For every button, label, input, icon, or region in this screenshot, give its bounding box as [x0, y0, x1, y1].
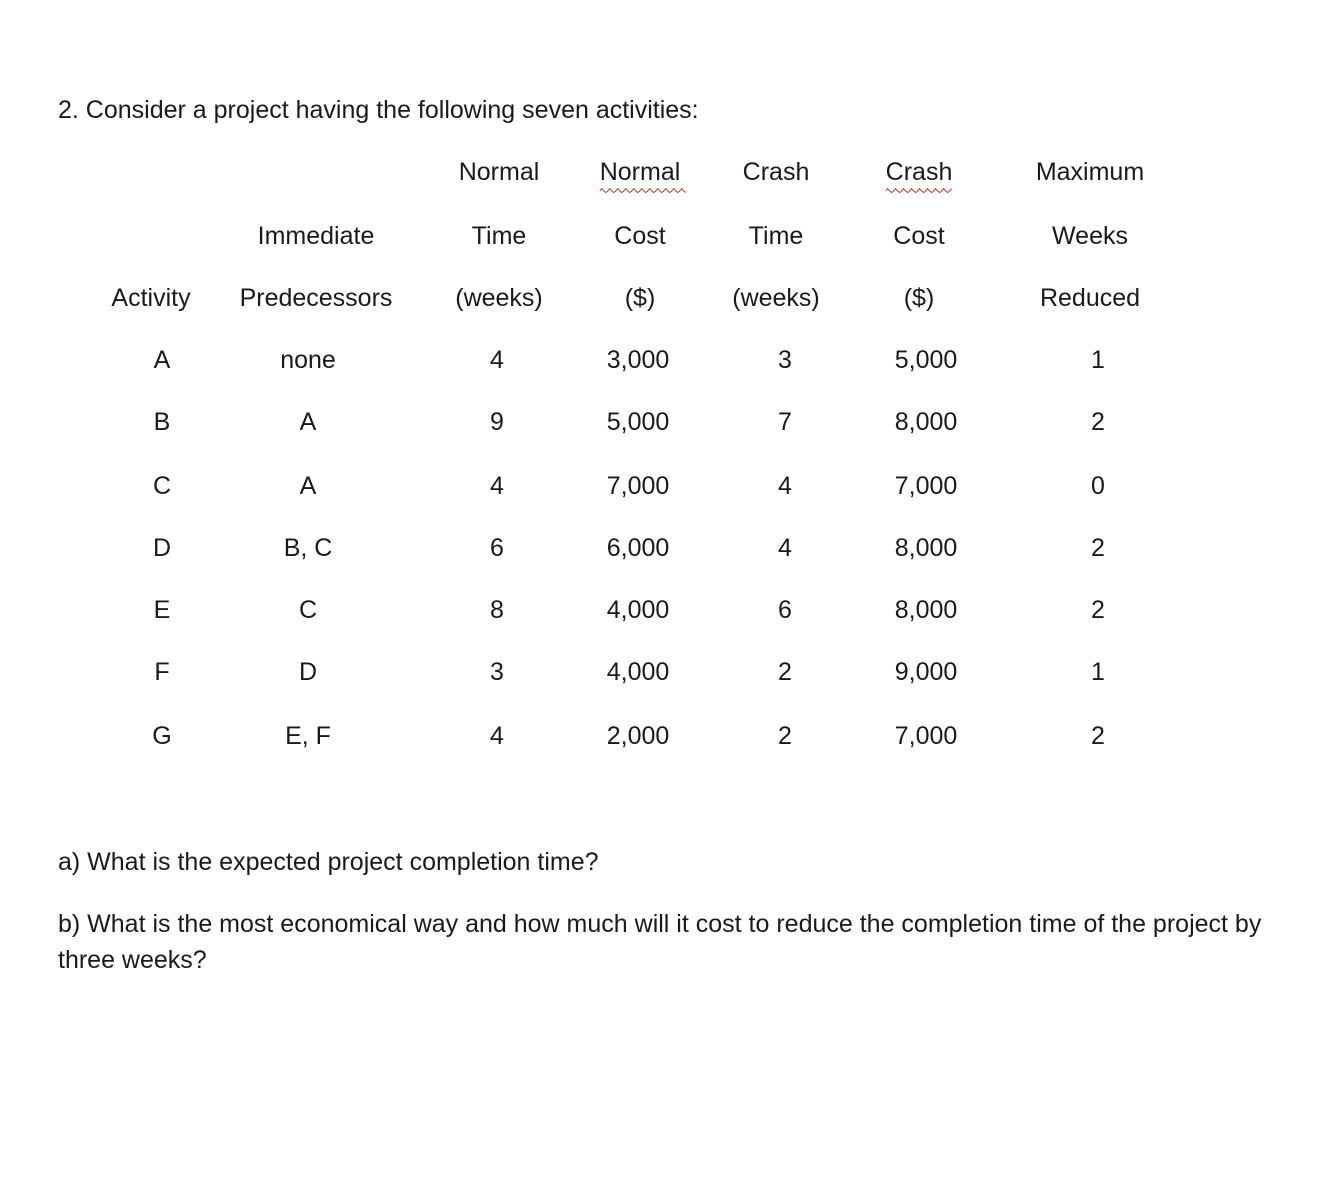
cell-activity-f: F [154, 658, 170, 686]
cell-max-weeks-reduced-e: 2 [1091, 596, 1105, 624]
cell-crash-time-a: 3 [778, 346, 792, 374]
header-max-weeks-reduced-1: Maximum [1035, 158, 1145, 186]
cell-activity-d: D [152, 534, 172, 562]
header-normal-cost-3: ($) [624, 284, 656, 312]
cell-normal-cost-f: 4,000 [606, 658, 670, 686]
cell-max-weeks-reduced-d: 2 [1091, 534, 1105, 562]
cell-crash-time-b: 7 [778, 408, 792, 436]
cell-predecessors-d: B, C [283, 534, 333, 562]
cell-crash-time-c: 4 [778, 472, 792, 500]
cell-crash-cost-e: 8,000 [894, 596, 958, 624]
cell-normal-cost-b: 5,000 [606, 408, 670, 436]
cell-crash-cost-c: 7,000 [894, 472, 958, 500]
header-crash-cost-2: Cost [893, 222, 945, 250]
cell-max-weeks-reduced-b: 2 [1091, 408, 1105, 436]
header-crash-time-3: (weeks) [732, 284, 820, 312]
cell-normal-time-c: 4 [490, 472, 504, 500]
header-crash-time-2: Time [748, 222, 804, 250]
question-a: a) What is the expected project completion time? [58, 848, 599, 876]
cell-activity-b: B [153, 408, 171, 436]
header-crash-time-1: Crash [742, 158, 810, 186]
cell-normal-time-e: 8 [490, 596, 504, 624]
cell-predecessors-g: E, F [285, 722, 331, 750]
cell-predecessors-f: D [298, 658, 318, 686]
header-normal-cost-1: Normal [600, 158, 681, 187]
cell-predecessors-b: A [299, 408, 317, 436]
cell-activity-c: C [152, 472, 172, 500]
cell-crash-cost-g: 7,000 [894, 722, 958, 750]
cell-normal-cost-e: 4,000 [606, 596, 670, 624]
header-max-weeks-reduced-2: Weeks [1052, 222, 1128, 250]
cell-max-weeks-reduced-a: 1 [1091, 346, 1105, 374]
cell-normal-cost-d: 6,000 [606, 534, 670, 562]
cell-crash-time-d: 4 [778, 534, 792, 562]
header-crash-cost-3: ($) [903, 284, 935, 312]
cell-max-weeks-reduced-g: 2 [1091, 722, 1105, 750]
cell-max-weeks-reduced-f: 1 [1091, 658, 1105, 686]
cell-crash-time-f: 2 [778, 658, 792, 686]
header-crash-cost-1: Crash [886, 158, 953, 187]
cell-crash-cost-d: 8,000 [894, 534, 958, 562]
header-predecessors-3: Predecessors [239, 284, 393, 312]
cell-predecessors-c: A [299, 472, 317, 500]
header-normal-cost-2: Cost [614, 222, 666, 250]
cell-normal-time-f: 3 [490, 658, 504, 686]
cell-normal-cost-g: 2,000 [606, 722, 670, 750]
header-activity-3: Activity [111, 284, 191, 312]
header-normal-time-2: Time [471, 222, 527, 250]
cell-crash-time-e: 6 [778, 596, 792, 624]
header-normal-time-3: (weeks) [455, 284, 543, 312]
cell-predecessors-e: C [298, 596, 318, 624]
cell-normal-time-b: 9 [490, 408, 504, 436]
cell-max-weeks-reduced-c: 0 [1091, 472, 1105, 500]
cell-activity-a: A [153, 346, 171, 374]
cell-normal-time-a: 4 [490, 346, 504, 374]
cell-activity-e: E [153, 596, 171, 624]
header-predecessors-2: Immediate [257, 222, 375, 250]
cell-normal-time-g: 4 [490, 722, 504, 750]
cell-activity-g: G [152, 722, 172, 750]
cell-crash-cost-b: 8,000 [894, 408, 958, 436]
question-b: b) What is the most economical way and how much will it cost to reduce the completion time of the project by three weeks? [58, 910, 1262, 974]
header-normal-time-1: Normal [458, 158, 540, 186]
cell-crash-time-g: 2 [778, 722, 792, 750]
cell-normal-cost-c: 7,000 [606, 472, 670, 500]
cell-crash-cost-a: 5,000 [894, 346, 958, 374]
cell-predecessors-a: none [280, 346, 336, 374]
cell-normal-time-d: 6 [490, 534, 504, 562]
header-max-weeks-reduced-3: Reduced [1039, 284, 1141, 312]
cell-crash-cost-f: 9,000 [894, 658, 958, 686]
cell-normal-cost-a: 3,000 [606, 346, 670, 374]
question-title: 2. Consider a project having the following seven activities: [58, 96, 699, 124]
